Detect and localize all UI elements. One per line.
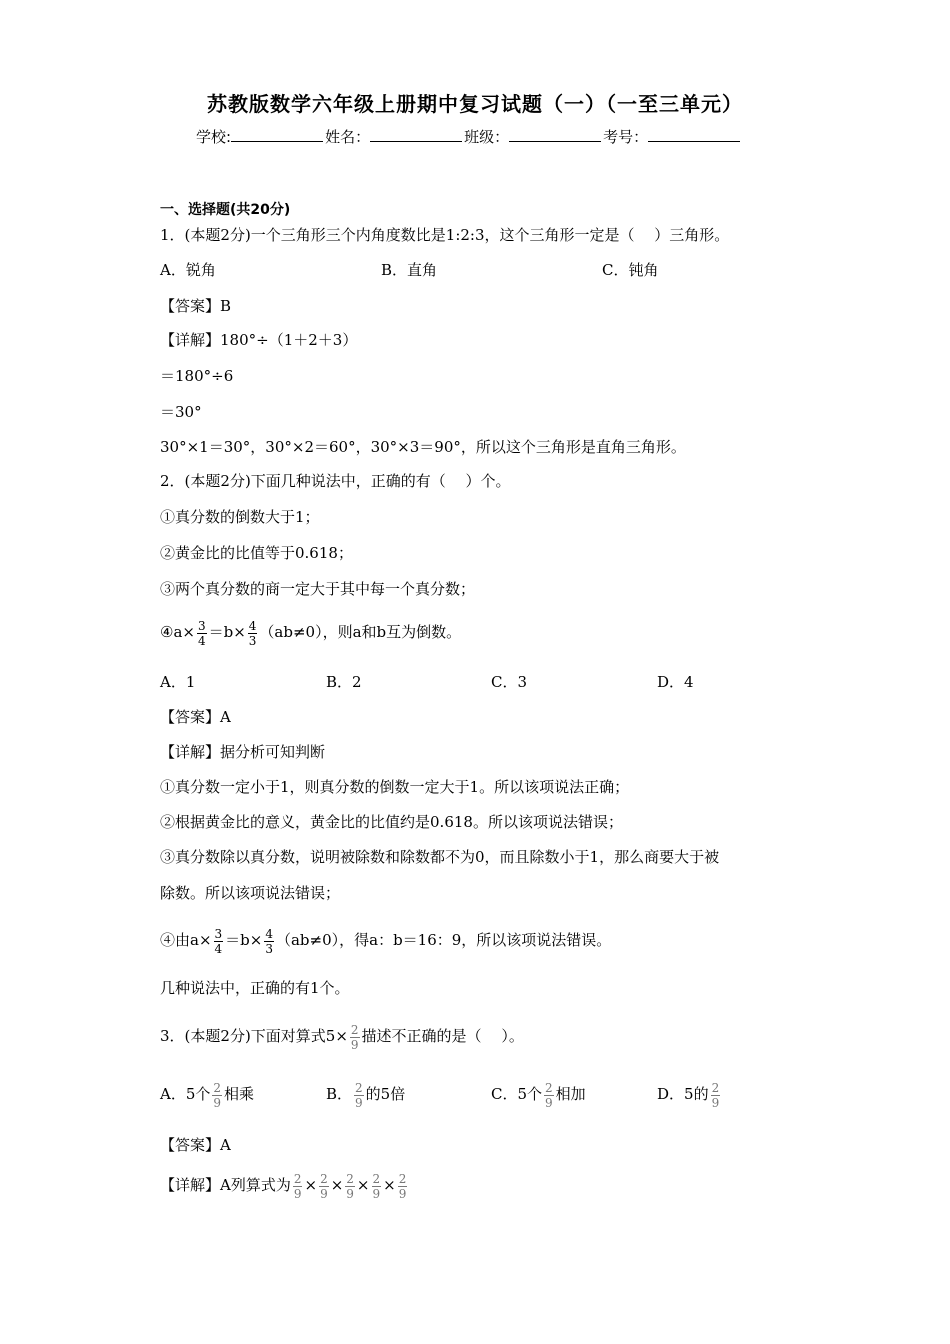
q1-detail-line: 30°×1＝30°，30°×2＝60°，30°×3＝90°，所以这个三角形是直角三角形。 xyxy=(160,438,686,456)
q1-detail-line: ＝180°÷6 xyxy=(160,367,234,385)
q2-detail-line: ②根据黄金比的意义，黄金比的比值约是0.618。所以该项说法错误； xyxy=(160,813,623,831)
section-heading: 一、选择题(共20分) xyxy=(160,202,291,218)
text-segment: B． xyxy=(326,1085,353,1103)
q3-option-c xyxy=(491,1074,586,1114)
name-blank[interactable] xyxy=(370,127,462,142)
q3-option-b xyxy=(326,1074,405,1114)
fraction-two-ninths: $\frac{2}{9}$ xyxy=(398,1171,407,1201)
q3-detail xyxy=(160,1165,409,1205)
fraction-two-ninths: $\frac{2}{9}$ xyxy=(213,1080,222,1110)
q3-answer: 【答案】A xyxy=(160,1136,231,1154)
q2-conclusion: 几种说法中，正确的有1个。 xyxy=(160,979,350,997)
q2-detail-line: 【详解】据分析可知判断 xyxy=(160,743,326,761)
school-blank[interactable] xyxy=(231,127,323,142)
q1-detail-line: ＝30° xyxy=(160,403,202,421)
name-label: 姓名： xyxy=(325,128,371,146)
q1-option-b: B．直角 xyxy=(381,261,438,279)
fraction-four-thirds: $\frac{4}{3}$ xyxy=(248,618,257,648)
text-segment: D．5的 xyxy=(657,1085,709,1103)
q2-statement: ③两个真分数的商一定大于其中每一个真分数； xyxy=(160,580,476,598)
text-segment: A．5个 xyxy=(160,1085,211,1103)
exam-no-label: 考号： xyxy=(603,128,649,146)
q2-detail-line: 除数。所以该项说法错误； xyxy=(160,884,341,902)
text-segment: ＝b× xyxy=(225,931,263,949)
class-label: 班级： xyxy=(464,128,510,146)
fraction-two-ninths: $\frac{2}{9}$ xyxy=(293,1171,302,1201)
fraction-two-ninths: $\frac{2}{9}$ xyxy=(545,1080,553,1110)
text-segment: （ab≠0），则a和b互为倒数。 xyxy=(259,623,462,641)
fraction-two-ninths: $\frac{2}{9}$ xyxy=(372,1171,381,1201)
question-1-stem: 1．(本题2分)一个三角形三个内角度数比是1:2:3，这个三角形一定是（ ）三角形。 xyxy=(160,226,730,244)
fraction-two-ninths: $\frac{2}{9}$ xyxy=(346,1171,354,1201)
text-segment: ④由a× xyxy=(160,931,212,949)
q1-answer: 【答案】B xyxy=(160,297,232,315)
page-title: 苏教版数学六年级上册期中复习试题（一）（一至三单元） xyxy=(207,92,743,116)
text-segment: （ab≠0），得a：b＝16：9，所以该项说法错误。 xyxy=(275,931,612,949)
q1-detail-line: 【详解】180°÷（1＋2＋3） xyxy=(160,331,358,349)
text-segment: C．5个 xyxy=(491,1085,543,1103)
text-segment: ④a× xyxy=(160,623,195,641)
text-segment: 3．(本题2分)下面对算式5× xyxy=(160,1027,348,1045)
question-3-stem xyxy=(160,1016,524,1056)
fraction-four-thirds: $\frac{4}{3}$ xyxy=(265,926,273,956)
text-segment: 相加 xyxy=(555,1085,586,1103)
q2-detail-line: ①真分数一定小于1，则真分数的倒数一定大于1。所以该项说法正确； xyxy=(160,778,630,796)
times-sign: × xyxy=(356,1176,370,1194)
q2-option-b: B．2 xyxy=(326,673,362,691)
q2-option-d: D．4 xyxy=(657,673,694,691)
fraction-three-fourths: $\frac{3}{4}$ xyxy=(197,618,206,648)
q2-statement: ②黄金比的比值等于0.618； xyxy=(160,544,353,562)
class-blank[interactable] xyxy=(509,127,601,142)
text-segment: 【详解】A列算式为 xyxy=(160,1176,291,1194)
fraction-two-ninths: $\frac{2}{9}$ xyxy=(350,1022,359,1052)
q3-option-d xyxy=(657,1074,722,1114)
q2-answer: 【答案】A xyxy=(160,708,231,726)
times-sign: × xyxy=(383,1176,396,1194)
q1-option-c: C．钝角 xyxy=(602,261,659,279)
fraction-three-fourths: $\frac{3}{4}$ xyxy=(214,926,223,956)
q2-option-a: A．1 xyxy=(160,673,196,691)
school-label: 学校: xyxy=(196,128,232,146)
q2-statement: ①真分数的倒数大于1； xyxy=(160,508,320,526)
exam-no-blank[interactable] xyxy=(648,127,740,142)
text-segment: 的5倍 xyxy=(365,1085,406,1103)
q2-statement-4 xyxy=(160,612,461,652)
fraction-two-ninths: $\frac{2}{9}$ xyxy=(711,1080,720,1110)
times-sign: × xyxy=(304,1176,318,1194)
student-info-line xyxy=(196,126,742,147)
q2-detail-line: ③真分数除以真分数，说明被除数和除数都不为0，而且除数小于1，那么商要大于被 xyxy=(160,848,720,866)
question-2-stem: 2．(本题2分)下面几种说法中，正确的有（ ）个。 xyxy=(160,472,511,490)
text-segment: ＝b× xyxy=(208,623,246,641)
q1-option-a: A．锐角 xyxy=(160,261,216,279)
text-segment: 相乘 xyxy=(224,1085,255,1103)
text-segment: 描述不正确的是（ ）。 xyxy=(361,1027,524,1045)
q2-option-c: C．3 xyxy=(491,673,528,691)
times-sign: × xyxy=(330,1176,344,1194)
q3-option-a xyxy=(160,1074,254,1114)
fraction-two-ninths: $\frac{2}{9}$ xyxy=(320,1171,328,1201)
fraction-two-ninths: $\frac{2}{9}$ xyxy=(355,1080,363,1110)
q2-detail-4 xyxy=(160,920,611,960)
